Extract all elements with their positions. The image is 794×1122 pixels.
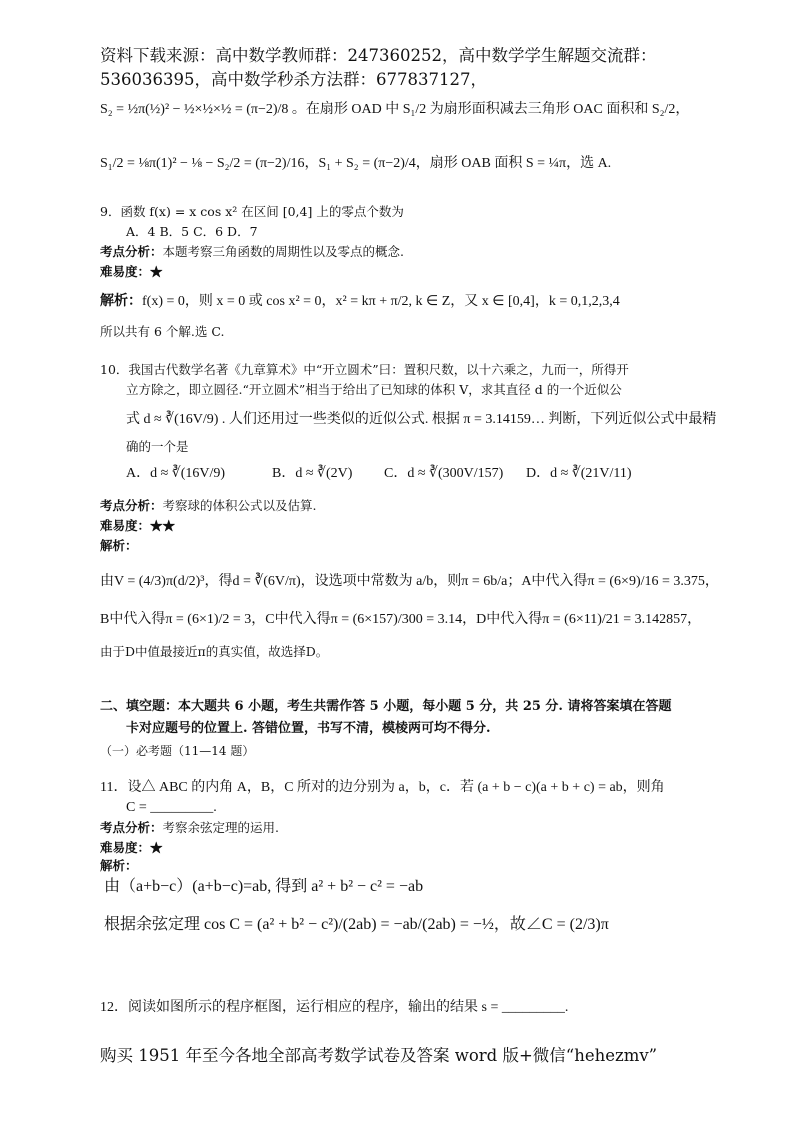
q11-stem-1: 11．设△ ABC 的内角 A，B，C 所对的边分别为 a，b，c．若 (a + b − c)(a + b + c) = ab，则角 xyxy=(100,780,665,795)
q9-stem: 9．函数 f(x) = x cos x² 在区间 [0,4] 上的零点个数为 xyxy=(100,204,404,219)
q9-difficulty xyxy=(100,262,734,282)
solution-label: 解析： xyxy=(100,294,142,309)
difficulty-stars: ★ xyxy=(150,840,163,855)
q8-solution-line-1: S₂ = ½π(½)² − ½×½×½ = (π−2)/8 。在扇形 OAD 中 S₁/2 为扇形面积减去三角形 OAC 面积和 S₂/2， xyxy=(100,102,690,117)
q8-solution-line-2: S₁/2 = ⅛π(1)² − ⅛ − S₂/2 = (π−2)/16，S₁ + S₂ = (π−2)/4，扇形 OAB 面积 S = ¼π，选 A. xyxy=(100,156,612,171)
q11-solution-1: 由（a+b−c）(a+b−c)=ab, 得到 a² + b² − c² = −ab xyxy=(104,878,424,895)
header-source xyxy=(100,44,734,92)
q10-solution-1: 由V = (4/3)π(d/2)³，得d = ∛(6V/π)，设选项中常数为 a/b，则π = 6b/a；A中代入得π = (6×9)/16 = 3.375， xyxy=(100,574,719,589)
section-fill-in xyxy=(100,696,734,762)
q10-analysis xyxy=(100,496,734,516)
q10-solution-label: 解析： xyxy=(100,538,138,553)
analysis-label: 考点分析： xyxy=(100,244,163,259)
q10-stem-3: 式 d ≈ ∛(16V/9) . 人们还用过一些类似的近似公式. 根据 π = 3.14159… 判断，下列近似公式中最精 xyxy=(126,412,717,427)
header-line-1: 资料下载来源：高中数学教师群：247360252，高中数学学生解题交流群： xyxy=(100,46,657,65)
section-subheader: （一）必考题（11—14 题） xyxy=(100,744,255,758)
analysis-text: 本题考察三角函数的周期性以及零点的概念. xyxy=(162,244,404,259)
q10-option-c: C．d ≈ ∛(300V/157) xyxy=(384,466,504,481)
footer-ad: 购买 1951 年至今各地全部高考数学试卷及答案 word 版+微信“hehezmv” xyxy=(100,1046,658,1065)
q11-stem-2: C = _________. xyxy=(126,800,217,815)
q10-option-a: A．d ≈ ∛(16V/9) xyxy=(126,466,226,481)
difficulty-label: 难易度： xyxy=(100,264,151,279)
q9-solution-2: 所以共有 6 个解.选 C. xyxy=(100,324,225,339)
difficulty-label: 难易度： xyxy=(100,518,151,533)
q9-solution xyxy=(100,292,734,312)
section-header-1: 二、填空题：本大题共 6 小题，考生共需作答 5 小题，每小题 5 分，共 25 分. 请将答案填在答题 xyxy=(100,699,672,714)
q11-solution-label: 解析： xyxy=(100,858,138,873)
difficulty-label: 难易度： xyxy=(100,840,151,855)
analysis-text: 考察余弦定理的运用. xyxy=(162,820,279,835)
q11-analysis xyxy=(100,818,734,838)
q10-solution-3: 由于D中值最接近π的真实值，故选择D。 xyxy=(100,644,329,659)
q9-analysis xyxy=(100,242,734,262)
analysis-text: 考察球的体积公式以及估算. xyxy=(162,498,317,513)
q10-solution-2: B中代入得π = (6×1)/2 = 3，C中代入得π = (6×157)/300 = 3.14，D中代入得π = (6×11)/21 = 3.142857， xyxy=(100,612,702,627)
q11-difficulty xyxy=(100,838,734,858)
q10-difficulty xyxy=(100,516,734,536)
q10-stem-2: 立方除之，即立圆径.“开立圆术”相当于给出了已知球的体积 V，求其直径 d 的一个近似公 xyxy=(126,382,622,397)
q9-options: A．4 B．5 C．6 D．7 xyxy=(126,224,258,239)
q10-option-d: D．d ≈ ∛(21V/11) xyxy=(526,466,632,481)
solution-text: f(x) = 0，则 x = 0 或 cos x² = 0，x² = kπ + π/2, k ∈ Z，又 x ∈ [0,4]，k = 0,1,2,3,4 xyxy=(142,294,620,309)
difficulty-stars: ★★ xyxy=(150,518,176,533)
q10-option-b: B．d ≈ ∛(2V) xyxy=(272,466,353,481)
section-header-2: 卡对应题号的位置上. 答错位置，书写不清，模棱两可均不得分. xyxy=(126,721,491,736)
header-line-2: 536036395，高中数学秒杀方法群：677837127， xyxy=(100,70,487,89)
q10-stem-1: 10．我国古代数学名著《九章算术》中“开立圆术”曰：置积尺数，以十六乘之，九而一，所得开 xyxy=(100,362,629,377)
analysis-label: 考点分析： xyxy=(100,820,163,835)
q11-solution-2: 根据余弦定理 cos C = (a² + b² − c²)/(2ab) = −ab/(2ab) = −½，故∠C = (2/3)π xyxy=(104,916,609,933)
difficulty-stars: ★ xyxy=(150,264,163,279)
analysis-label: 考点分析： xyxy=(100,498,163,513)
q10-stem-4: 确的一个是 xyxy=(126,439,189,454)
q12-stem: 12．阅读如图所示的程序框图，运行相应的程序，输出的结果 s = _________. xyxy=(100,1000,569,1015)
